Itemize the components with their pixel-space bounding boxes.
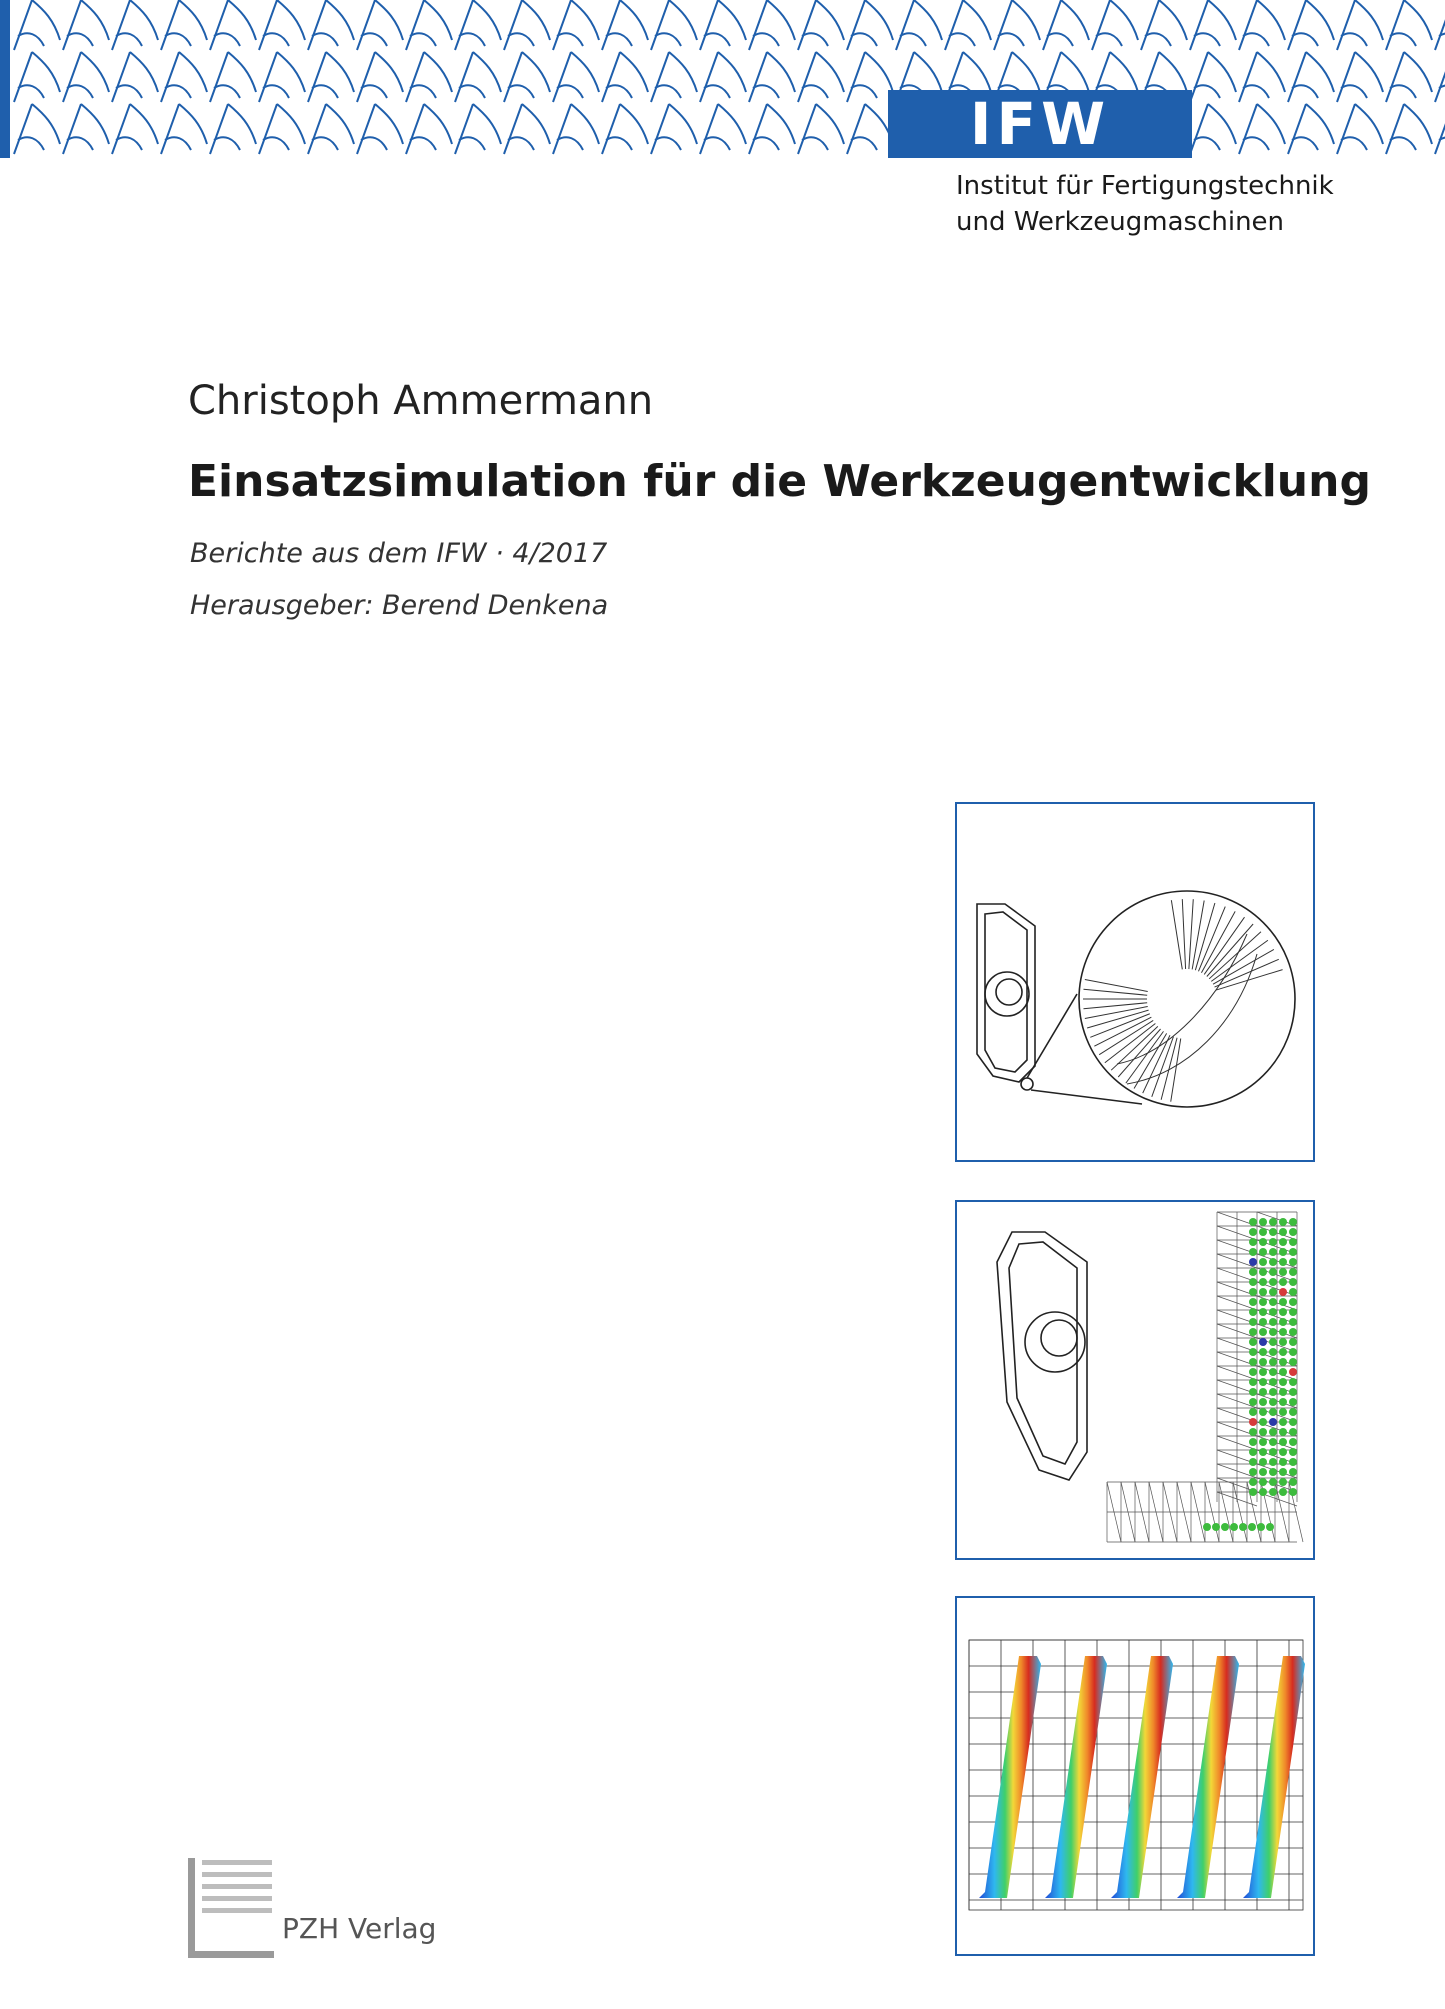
series-info: Berichte aus dem IFW · 4/2017 — [190, 538, 608, 569]
editor-info: Herausgeber: Berend Denkena — [190, 590, 609, 621]
insert-mesh-drawing — [957, 1202, 1313, 1558]
institute-line-1: Institut für Fertigungstechnik — [956, 171, 1334, 201]
book-title: Einsatzsimulation für die Werkzeugentwicklung — [188, 456, 1371, 507]
insert-detail-drawing — [957, 804, 1313, 1160]
ifw-logo: IFW — [888, 90, 1192, 158]
figure-insert-mesh — [955, 1200, 1315, 1560]
publisher-logo — [188, 1858, 274, 1958]
thermal-field-drawing — [957, 1598, 1313, 1954]
publisher-name: PZH Verlag — [282, 1912, 437, 1945]
figure-insert-detail — [955, 802, 1315, 1162]
header-pattern — [0, 0, 1445, 158]
author-name: Christoph Ammermann — [188, 378, 654, 424]
institute-line-2: und Werkzeugmaschinen — [956, 207, 1285, 237]
figure-thermal-field — [955, 1596, 1315, 1956]
institute-name — [956, 168, 1334, 240]
